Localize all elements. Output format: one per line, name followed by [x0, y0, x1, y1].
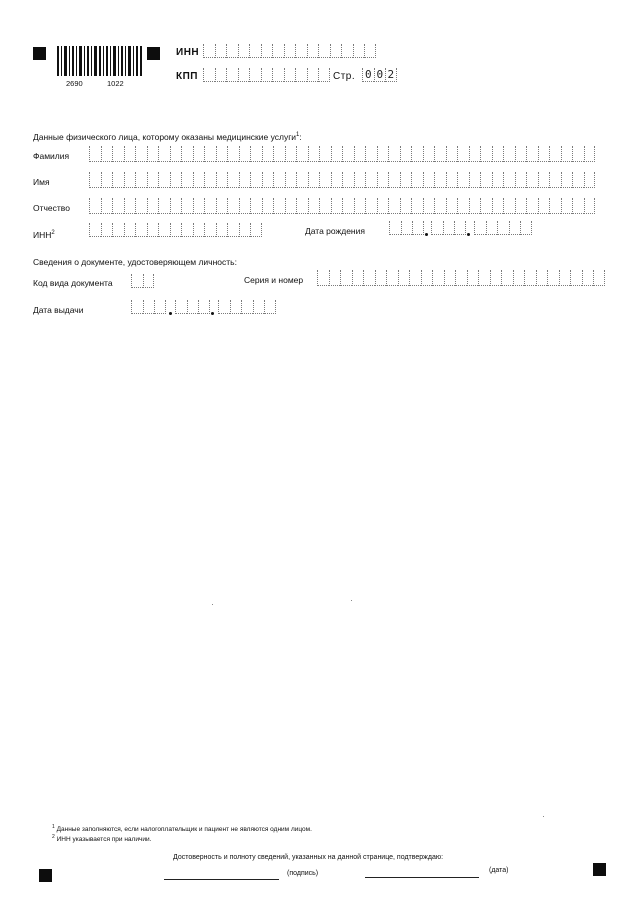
date-separator-dot — [425, 233, 428, 236]
confirmation-text: Достоверность и полноту сведений, указанных на данной странице, подтверждаю: — [173, 854, 444, 861]
series-number-label: Серия и номер — [244, 275, 304, 285]
surname-label: Фамилия — [33, 151, 70, 161]
person-inn-label-text: ИНН — [33, 229, 52, 240]
date-separator-dot — [169, 312, 172, 315]
birthdate-year-field[interactable] — [474, 221, 532, 235]
person-section-colon: : — [299, 131, 302, 142]
issue-date-year-field[interactable] — [218, 300, 276, 314]
footnote-2 — [52, 833, 151, 844]
scan-speck — [212, 604, 213, 605]
surname-field[interactable] — [89, 146, 595, 162]
page-number-label: Стр. — [333, 71, 356, 82]
date-line[interactable] — [365, 877, 479, 878]
scan-speck — [351, 600, 352, 601]
corner-marker-top-right — [147, 47, 160, 60]
header-inn-field[interactable] — [203, 44, 376, 58]
barcode-number-left: 2690 — [66, 79, 83, 88]
header-inn-label: ИНН — [176, 47, 200, 58]
header-kpp-label: КПП — [176, 71, 198, 82]
name-field[interactable] — [89, 172, 595, 188]
header-kpp-field[interactable] — [203, 68, 330, 82]
issue-date-month-field[interactable] — [175, 300, 210, 314]
doc-code-label: Код вида документа — [33, 278, 113, 288]
page-digit: 0 — [362, 68, 374, 82]
birthdate-label: Дата рождения — [305, 226, 365, 236]
patronymic-label: Отчество — [33, 203, 70, 213]
series-number-field[interactable] — [317, 270, 605, 286]
person-section-title-text: Данные физического лица, которому оказаны медицинские услуги — [33, 131, 297, 142]
footnote-1-text: Данные заполняются, если налогоплательщик и пациент не являются одним лицом. — [56, 826, 312, 834]
page-number-field — [362, 68, 397, 82]
barcode — [57, 46, 142, 76]
patronymic-field[interactable] — [89, 198, 595, 214]
issue-date-day-field[interactable] — [131, 300, 166, 314]
barcode-number-right: 1022 — [107, 79, 124, 88]
document-section-title: Сведения о документе, удостоверяющем личность: — [33, 257, 237, 267]
birthdate-month-field[interactable] — [431, 221, 466, 235]
birthdate-day-field[interactable] — [389, 221, 424, 235]
page-digit: 0 — [374, 68, 386, 82]
page-digit: 2 — [385, 68, 397, 82]
footnote-2-mark: 2 — [52, 834, 55, 840]
signature-line[interactable] — [164, 879, 279, 880]
footnote-2-text: ИНН указывается при наличии. — [56, 836, 152, 844]
name-label: Имя — [33, 177, 50, 187]
footnote-ref-2: 2 — [51, 230, 55, 236]
signature-caption: (подпись) — [287, 870, 319, 877]
scan-speck — [543, 816, 544, 817]
footnote-1-mark: 1 — [52, 824, 55, 830]
person-section-title — [33, 130, 302, 142]
corner-marker-top-left — [33, 47, 46, 60]
person-inn-field[interactable] — [89, 223, 262, 237]
footnote-ref-1: 1 — [296, 132, 300, 138]
person-inn-label — [33, 228, 55, 240]
doc-code-field[interactable] — [131, 274, 154, 288]
corner-marker-bottom-left — [39, 869, 52, 882]
date-separator-dot — [211, 312, 214, 315]
date-caption: (дата) — [489, 867, 509, 874]
corner-marker-bottom-right — [593, 863, 606, 876]
issue-date-label: Дата выдачи — [33, 305, 84, 315]
date-separator-dot — [467, 233, 470, 236]
